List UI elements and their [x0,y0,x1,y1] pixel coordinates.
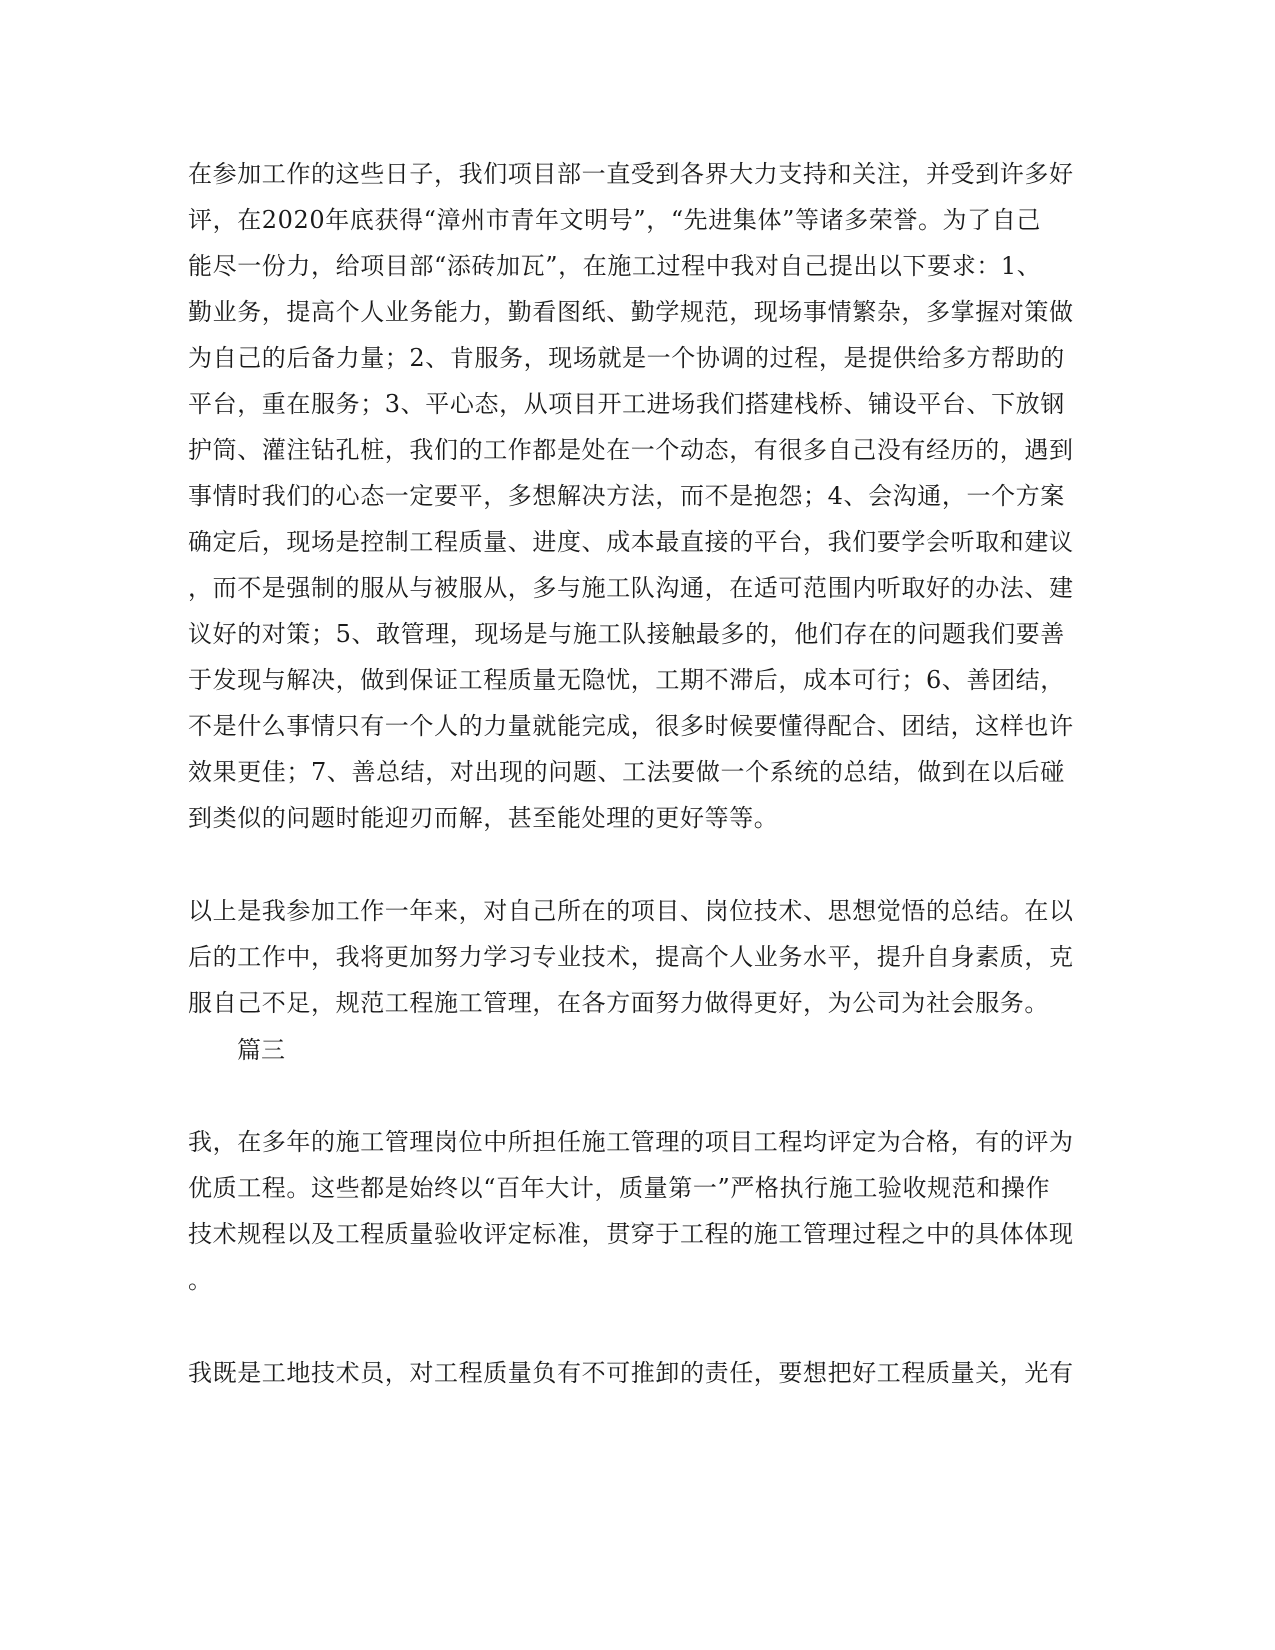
text-line: 后的工作中，我将更加努力学习专业技术，提高个人业务水平，提升自身素质，克 [188,943,1074,971]
text-line: 勤业务，提高个人业务能力，勤看图纸、勤学规范，现场事情繁杂，多掌握对策做 [188,298,1074,326]
text-line: 我既是工地技术员，对工程质量负有不可推卸的责任，要想把好工程质量关，光有 [188,1359,1074,1387]
text-line: 事情时我们的心态一定要平，多想解决方法，而不是抱怨；4、会沟通，一个方案 [188,482,1065,510]
text-line: 平台，重在服务；3、平心态，从项目开工进场我们搭建栈桥、铺设平台、下放钢 [188,390,1065,418]
text-line: 服自己不足，规范工程施工管理，在各方面努力做得更好，为公司为社会服务。 [188,989,1049,1017]
text-line: ，而不是强制的服从与被服从，多与施工队沟通，在适可范围内听取好的办法、建 [188,574,1074,602]
text-line: 为自己的后备力量；2、肯服务，现场就是一个协调的过程，是提供给多方帮助的 [188,344,1065,372]
text-line: 到类似的问题时能迎刃而解，甚至能处理的更好等等。 [188,804,779,832]
text-line: 。 [188,1266,213,1294]
text-line: 不是什么事情只有一个人的力量就能完成，很多时候要懂得配合、团结，这样也许 [188,712,1074,740]
text-line: 优质工程。这些都是始终以“百年大计，质量第一”严格执行施工验收规范和操作 [188,1174,1051,1202]
text-line: 评，在2020年底获得“漳州市青年文明号”，“先进集体”等诸多荣誉。为了自己 [188,206,1041,234]
text-line: 于发现与解决，做到保证工程质量无隐忧，工期不滞后，成本可行；6、善团结， [188,666,1065,694]
text-line: 护筒、灌注钻孔桩，我们的工作都是处在一个动态，有很多自己没有经历的，遇到 [188,436,1074,464]
text-line: 我，在多年的施工管理岗位中所担任施工管理的项目工程均评定为合格，有的评为 [188,1128,1074,1156]
text-line: 确定后，现场是控制工程质量、进度、成本最直接的平台，我们要学会听取和建议 [188,528,1074,556]
text-line: 在参加工作的这些日子，我们项目部一直受到各界大力支持和关注，并受到许多好 [188,160,1074,188]
text-line: 以上是我参加工作一年来，对自己所在的项目、岗位技术、思想觉悟的总结。在以 [188,897,1074,925]
text-line: 效果更佳；7、善总结，对出现的问题、工法要做一个系统的总结，做到在以后碰 [188,758,1065,786]
text-line: 技术规程以及工程质量验收评定标准，贯穿于工程的施工管理过程之中的具体体现 [188,1220,1074,1248]
text-line: 能尽一份力，给项目部“添砖加瓦”，在施工过程中我对自己提出以下要求：1、 [188,252,1042,280]
section-heading: 篇三 [237,1036,285,1064]
text-line: 议好的对策；5、敢管理，现场是与施工队接触最多的，他们存在的问题我们要善 [188,620,1065,648]
